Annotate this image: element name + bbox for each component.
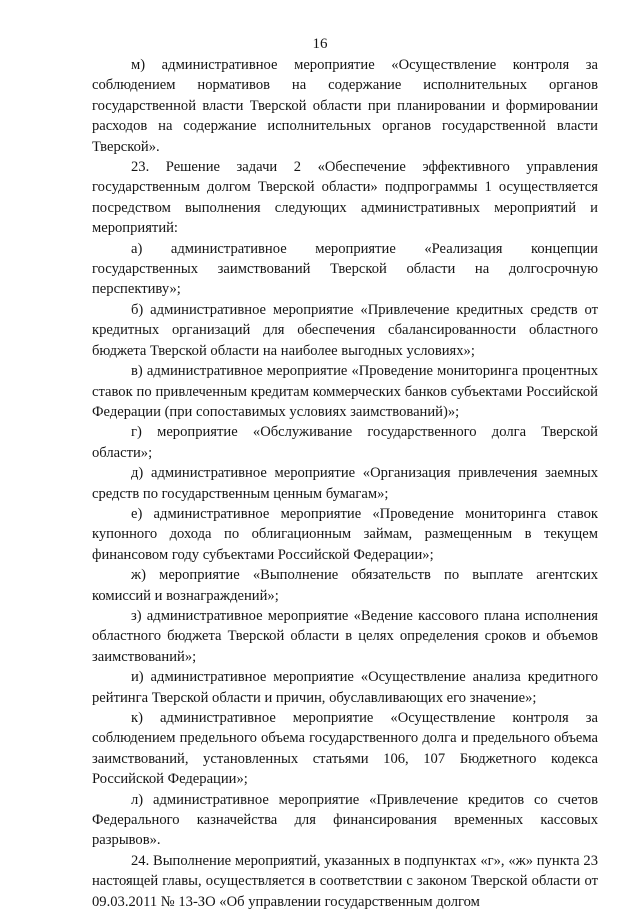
document-body: [92, 55, 598, 912]
paragraph-a: а) административное мероприятие «Реализация концепции государственных заимствований Тверской области на долгосрочную перспективу»;: [92, 240, 598, 298]
paragraph-m: м) административное мероприятие «Осуществление контроля за соблюдением нормативов на содержание исполнительных органов государственной власти Тверской области при планировании и формировании расходов на содержание исполнительных органов государственной власти Тверской».: [92, 57, 598, 155]
paragraph-g: г) мероприятие «Обслуживание государственного долга Тверской области»;: [92, 424, 598, 461]
paragraph-24: 24. Выполнение мероприятий, указанных в подпунктах «г», «ж» пункта 23 настоящей главы, осуществляется в соответствии с законом Тверской области от 09.03.2011 № 13-ЗО «Об управлении государственным долгом: [92, 852, 598, 910]
paragraph-z: з) административное мероприятие «Ведение кассового плана исполнения областного бюджета Тверской области в целях определения сроков и объемов заимствований»;: [92, 607, 598, 665]
paragraph-e: е) административное мероприятие «Проведение мониторинга ставок купонного дохода по облигационным займам, размещенным в текущем финансовом году субъектами Российской Федерации»;: [92, 505, 598, 563]
paragraph-23: 23. Решение задачи 2 «Обеспечение эффективного управления государственным долгом Тверской области» подпрограммы 1 осуществляется посредством выполнения следующих административных мероприятий и мероприятий:: [92, 159, 598, 237]
page-number: 16: [312, 36, 328, 52]
paragraph-zh: ж) мероприятие «Выполнение обязательств по выплате агентских комиссий и вознаграждений»;: [92, 567, 598, 604]
paragraph-v: в) административное мероприятие «Проведение мониторинга процентных ставок по привлеченным кредитам коммерческих банков субъектами Российской Федерации (при сопоставимых условиях заимствований)»;: [92, 363, 598, 420]
paragraph-b: б) административное мероприятие «Привлечение кредитных средств от кредитных организаций для обеспечения сбалансированности областного бюджета Тверской области на наиболее выгодных условиях»;: [92, 301, 598, 359]
paragraph-k: к) административное мероприятие «Осуществление контроля за соблюдением предельного объема государственного долга и предельного объема заимствований, установленных статьями 106, 107 Бюджетного кодекса Российской Федерации»;: [92, 710, 598, 788]
paragraph-d: д) административное мероприятие «Организация привлечения заемных средств по государственным ценным бумагам»;: [92, 465, 598, 502]
paragraph-l: л) административное мероприятие «Привлечение кредитов со счетов Федерального казначейства для финансирования временных кассовых разрывов».: [92, 791, 598, 849]
paragraph-i: и) административное мероприятие «Осуществление анализа кредитного рейтинга Тверской области и причин, обуславливающих его значение»;: [92, 669, 598, 706]
